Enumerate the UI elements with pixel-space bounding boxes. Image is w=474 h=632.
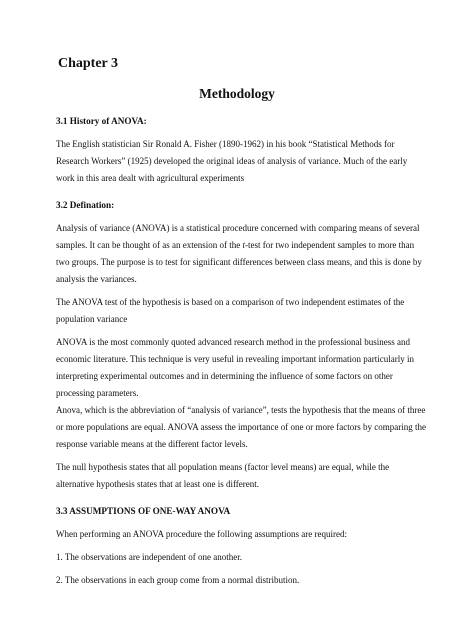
paragraph-definition-1 [56,220,426,288]
chapter-label: Chapter 3 [58,56,119,71]
paragraph-definition-3: ANOVA is the most commonly quoted advanced research method in the professional business and economic literature. This technique is very useful in revealing important information particularly in interpreting experimental outcomes and in determining the influence of some factors on other processing parameters. [56,337,414,398]
section-heading-assumptions: 3.3 ASSUMPTIONS OF ONE-WAY ANOVA [56,506,231,516]
paragraph-definition-1-italic: t [242,240,245,250]
paragraph-history: The English statistician Sir Ronald A. Fisher (1890-1962) in his book “Statistical Methods for Research Workers” (1925) developed the original ideas of analysis of variance. Much of the early work in this area dealt with agricultural experiments [56,139,408,183]
section-heading-history: 3.1 History of ANOVA: [56,116,147,126]
paragraph-definition-1-end: -test for two independent samples to more than two groups. The purpose is to test for significant differences between class means, and this is done by analysis the variances. [56,240,422,284]
paragraph-definition-5: The null hypothesis states that all population means (factor level means) are equal, while the alternative hypothesis states that at least one is different. [56,462,390,489]
list-item-assumption-2: 2. The observations in each group come from a normal distribution. [56,575,300,585]
document-body [56,113,426,595]
list-item-assumption-1: 1. The observations are independent of one another. [56,552,243,562]
page-title [0,86,474,102]
paragraph-definition-2: The ANOVA test of the hypothesis is based on a comparison of two independent estimates of the population variance [56,297,405,324]
section-heading-definition: 3.2 Defination: [56,200,115,210]
page-title-text: Methodology [199,86,275,101]
paragraph-definition-4: Anova, which is the abbreviation of “analysis of variance”, tests the hypothesis that the means of three or more populations are equal. ANOVA assess the importance of one or more factors by comparing the response variable means at the different factor levels. [56,405,426,449]
paragraph-definition-1-start: Analysis of variance (ANOVA) is a statistical procedure concerned with comparing means of several samples. It can be thought of as an extension of the [56,223,420,250]
paragraph-assumptions-intro: When performing an ANOVA procedure the following assumptions are required: [56,529,348,539]
